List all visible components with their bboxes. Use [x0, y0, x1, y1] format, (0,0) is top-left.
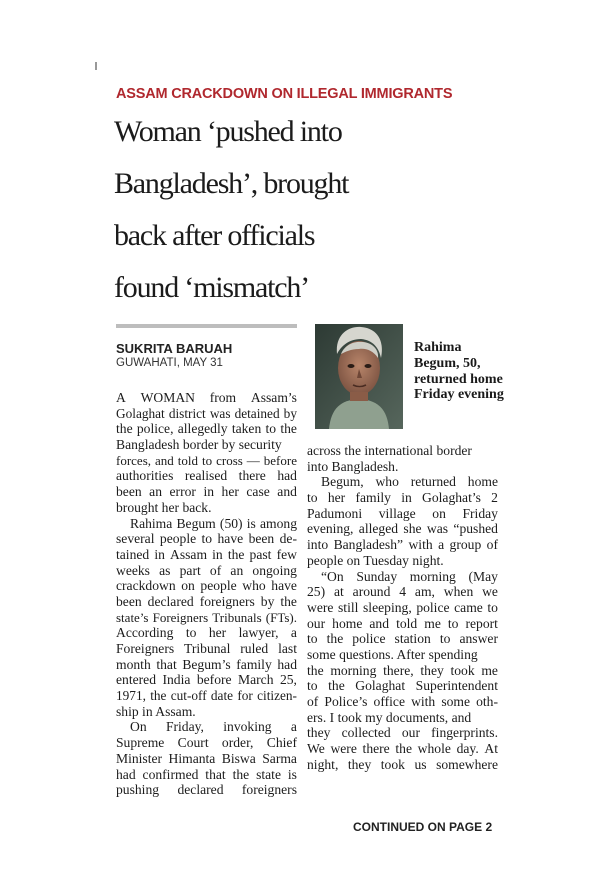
article-line: into Bangladesh. [307, 458, 399, 474]
article-line: ship in Assam. [116, 703, 196, 719]
article-line: On Friday, invoking a [130, 719, 297, 735]
page-edge-mark [95, 62, 97, 70]
article-line: into Bangladesh” with a group of [307, 537, 498, 553]
article-column-2 [307, 443, 498, 772]
headline-line: Bangladesh’, brought [114, 167, 349, 200]
article-line: the morning there, they took me [307, 662, 498, 678]
portrait-photo [315, 324, 403, 429]
article-line: several people to have been de- [116, 531, 297, 547]
article-line: people on Tuesday night. [307, 552, 444, 568]
article-line: state’s Foreigners Tribunals (FTs). [116, 609, 297, 625]
article-line: forces, and told to cross — before [116, 452, 297, 468]
article-line: Begum, who returned home [321, 474, 498, 490]
article-line: pushing declared foreigners [116, 782, 297, 798]
author-name: SUKRITA BARUAH [116, 341, 233, 356]
article-line: tained in Assam in the past few [116, 546, 297, 562]
headline [114, 106, 514, 314]
article-line: “On Sunday morning (May [321, 568, 498, 584]
article-line: brought her back. [116, 499, 212, 515]
article-line: According to her lawyer, a [116, 625, 297, 641]
article-line: night, they took us somewhere [307, 756, 498, 772]
article-line: entered India before March 25, [116, 672, 297, 688]
article-line: evening, alleged she was “pushed [307, 521, 498, 537]
article-line: some questions. After spending [307, 646, 478, 662]
article-line: Padumoni village on Friday [307, 505, 498, 521]
article-line: to the police station to answer [307, 631, 498, 647]
article-line: our home and told me to report [307, 615, 498, 631]
photo-caption: Rahima Begum, 50, returned home Friday evening [414, 340, 504, 403]
article-line: to the Golaghat Superintendent [307, 678, 498, 694]
headline-line: back after officials [114, 219, 315, 252]
article-line: Golaghat district was detained by [116, 405, 297, 421]
headline-line: found ‘mismatch’ [114, 271, 309, 304]
article-line: crackdown on people who have [116, 578, 297, 594]
article-line: Foreigners Tribunal ruled last [116, 641, 297, 656]
article-line: to her family in Golaghat’s 2 [307, 490, 498, 506]
article-line: the police, allegedly taken to the [116, 421, 297, 437]
article-column-1 [116, 390, 297, 798]
article-line: of Police’s office with some oth- [307, 694, 498, 709]
article-line: month that Begum’s family had [116, 656, 297, 672]
byline-rule [116, 324, 297, 328]
headline-line: Woman ‘pushed into [114, 115, 342, 148]
article-line: been an error in her case and [116, 484, 297, 500]
article-line: authorities realised there had [116, 468, 297, 484]
article-line: Supreme Court order, Chief [116, 735, 297, 751]
article-line: Rahima Begum (50) is among [130, 515, 297, 531]
article-line: 1971, the cut-off date for citizen- [116, 688, 297, 704]
article-line: were still sleeping, police came to [307, 599, 498, 615]
dateline: GUWAHATI, MAY 31 [116, 357, 223, 369]
article-line: weeks as part of an ongoing [116, 562, 297, 578]
portrait-image [315, 324, 403, 429]
kicker-label: ASSAM CRACKDOWN ON ILLEGAL IMMIGRANTS [116, 86, 453, 102]
article-line: We were there the whole day. At [307, 741, 498, 757]
article-line: Minister Himanta Biswa Sarma [116, 750, 297, 766]
article-line: ers. I took my documents, and [307, 709, 472, 725]
article-line: A WOMAN from Assam’s [116, 390, 297, 405]
article-line: 25) at around 4 am, when we [307, 584, 498, 600]
article-line: Bangladesh border by security [116, 437, 282, 453]
article-line: been declared foreigners by the [116, 593, 297, 609]
article-line: across the international border [307, 443, 472, 458]
article-line: had confirmed that the state is [116, 766, 297, 782]
article-line: they collected our fingerprints. [307, 725, 498, 741]
continued-on-page: CONTINUED ON PAGE 2 [353, 820, 493, 834]
